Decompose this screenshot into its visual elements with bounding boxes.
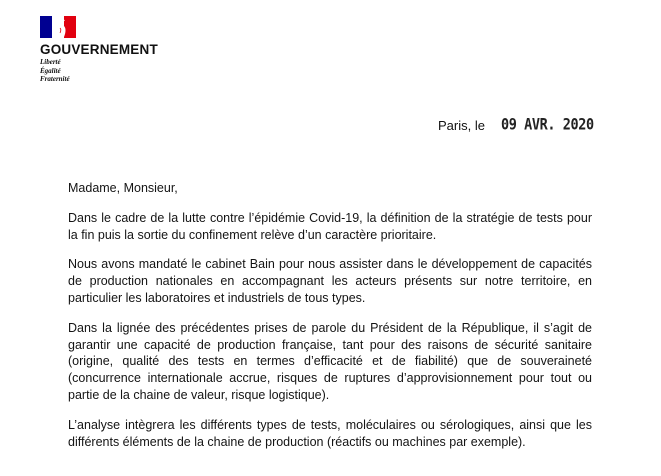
government-title: GOUVERNEMENT	[40, 42, 158, 57]
letter-body	[68, 180, 592, 450]
date-stamp: 09 AVR. 2020	[500, 115, 594, 134]
paragraph-1: Dans le cadre de la lutte contre l’épidémie Covid-19, la définition de la stratégie de tests pour la fin puis la sortie du confinement relève d’un caractère prioritaire.	[68, 210, 592, 242]
salutation: Madame, Monsieur,	[68, 181, 178, 195]
motto-fraternite: Fraternité	[40, 75, 70, 83]
flag-blue-band	[40, 16, 52, 38]
date-line	[438, 115, 594, 134]
motto-liberte: Liberté	[40, 58, 61, 66]
motto	[40, 58, 180, 84]
motto-egalite: Égalité	[40, 66, 61, 75]
paragraph-2: Nous avons mandaté le cabinet Bain pour nous assister dans le développement de capacités de production nationales en accompagnant les acteurs présents sur notre territoire, en particulier les laboratoires et industriels de tous types.	[68, 257, 592, 305]
paragraph-3: Dans la lignée des précédentes prises de parole du Président de la République, il s’agit de garantir une capacité de production française, tant pour des raisons de sécurité sanitaire (origine, qualité des tests en termes d’efficacité et de fiabilité) que de souveraineté (concurrence internationale accrue, risques de ruptures d’approvisionnement pour tout ou partie de la chaine de valeur, risque logistique).	[68, 320, 592, 402]
date-place: Paris, le	[438, 118, 485, 133]
paragraph-4: L’analyse intègrera les différents types de tests, moléculaires ou sérologiques, ainsi que les différents éléments de la chaine de production (réactifs ou machines par exemple).	[68, 417, 592, 449]
government-logo	[40, 16, 180, 84]
flag-red-band	[64, 16, 76, 38]
marianne-emblem-icon	[40, 16, 76, 38]
